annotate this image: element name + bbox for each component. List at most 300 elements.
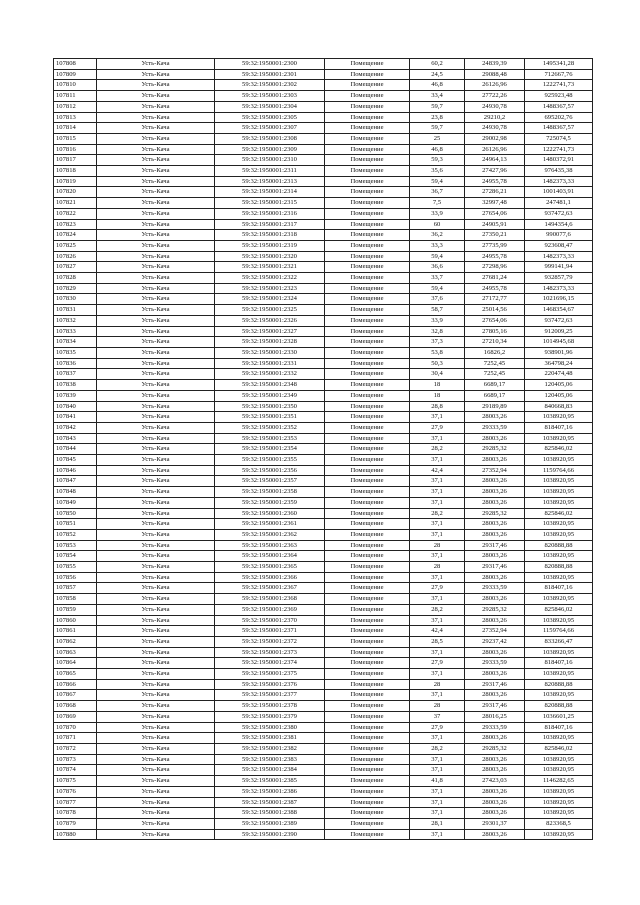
cell-cadastral-number: 59:32:1950001:2311	[215, 166, 325, 177]
cell-price-per-sqm: 27423,03	[465, 776, 525, 787]
cell-place: Усть-Кача	[97, 615, 215, 626]
cell-total-value: 1482373,33	[525, 176, 593, 187]
cell-area: 37,3	[410, 337, 465, 348]
cell-id: 107808	[54, 59, 97, 70]
cell-price-per-sqm: 29210,2	[465, 112, 525, 123]
cell-price-per-sqm: 24955,78	[465, 283, 525, 294]
cell-cadastral-number: 59:32:1950001:2303	[215, 91, 325, 102]
cell-id: 107836	[54, 358, 97, 369]
cell-total-value: 912009,25	[525, 326, 593, 337]
cell-place: Усть-Кача	[97, 604, 215, 615]
table-row	[54, 508, 593, 519]
table-row	[54, 422, 593, 433]
cell-price-per-sqm: 32997,48	[465, 198, 525, 209]
cell-place: Усть-Кача	[97, 455, 215, 466]
cell-price-per-sqm: 24930,78	[465, 101, 525, 112]
cell-area: 50,3	[410, 358, 465, 369]
table-row	[54, 669, 593, 680]
cell-place: Усть-Кача	[97, 283, 215, 294]
property-table	[53, 58, 593, 840]
cell-id: 107811	[54, 91, 97, 102]
cell-total-value: 1014945,68	[525, 337, 593, 348]
cell-id: 107835	[54, 347, 97, 358]
cell-area: 59,4	[410, 283, 465, 294]
cell-cadastral-number: 59:32:1950001:2375	[215, 669, 325, 680]
cell-price-per-sqm: 28003,26	[465, 433, 525, 444]
cell-object-type: Помещение	[325, 797, 410, 808]
cell-total-value: 1038920,95	[525, 733, 593, 744]
cell-total-value: 1488367,57	[525, 101, 593, 112]
cell-object-type: Помещение	[325, 476, 410, 487]
cell-id: 107843	[54, 433, 97, 444]
cell-place: Усть-Кача	[97, 262, 215, 273]
cell-total-value: 1021696,15	[525, 294, 593, 305]
cell-price-per-sqm: 24905,91	[465, 219, 525, 230]
table-row	[54, 711, 593, 722]
cell-cadastral-number: 59:32:1950001:2360	[215, 508, 325, 519]
table-row	[54, 123, 593, 134]
cell-price-per-sqm: 28003,26	[465, 690, 525, 701]
cell-place: Усть-Кача	[97, 91, 215, 102]
cell-object-type: Помещение	[325, 744, 410, 755]
cell-id: 107839	[54, 390, 97, 401]
cell-price-per-sqm: 28003,26	[465, 572, 525, 583]
cell-id: 107810	[54, 80, 97, 91]
cell-place: Усть-Кача	[97, 337, 215, 348]
table-row	[54, 219, 593, 230]
cell-object-type: Помещение	[325, 380, 410, 391]
cell-price-per-sqm: 28003,26	[465, 455, 525, 466]
cell-area: 37,1	[410, 433, 465, 444]
cell-object-type: Помещение	[325, 433, 410, 444]
cell-area: 36,7	[410, 187, 465, 198]
table-row	[54, 358, 593, 369]
table-row	[54, 273, 593, 284]
cell-area: 7,5	[410, 198, 465, 209]
cell-object-type: Помещение	[325, 583, 410, 594]
cell-total-value: 1159764,66	[525, 465, 593, 476]
table-row	[54, 679, 593, 690]
table-row	[54, 208, 593, 219]
cell-cadastral-number: 59:32:1950001:2322	[215, 273, 325, 284]
cell-total-value: 820888,88	[525, 562, 593, 573]
cell-id: 107827	[54, 262, 97, 273]
cell-area: 37,1	[410, 551, 465, 562]
cell-price-per-sqm: 29333,59	[465, 583, 525, 594]
cell-total-value: 1038920,95	[525, 647, 593, 658]
cell-area: 36,2	[410, 230, 465, 241]
cell-area: 37,1	[410, 476, 465, 487]
cell-area: 37,1	[410, 733, 465, 744]
cell-area: 53,8	[410, 347, 465, 358]
cell-total-value: 1038920,95	[525, 476, 593, 487]
cell-area: 41,8	[410, 776, 465, 787]
cell-price-per-sqm: 24964,13	[465, 155, 525, 166]
cell-place: Усть-Кача	[97, 251, 215, 262]
cell-cadastral-number: 59:32:1950001:2390	[215, 829, 325, 840]
cell-object-type: Помещение	[325, 444, 410, 455]
cell-total-value: 825846,02	[525, 444, 593, 455]
table-row	[54, 529, 593, 540]
cell-place: Усть-Кача	[97, 690, 215, 701]
cell-price-per-sqm: 28003,26	[465, 412, 525, 423]
cell-id: 107842	[54, 422, 97, 433]
cell-area: 59,4	[410, 251, 465, 262]
cell-cadastral-number: 59:32:1950001:2326	[215, 315, 325, 326]
cell-object-type: Помещение	[325, 808, 410, 819]
table-row	[54, 476, 593, 487]
cell-area: 37,1	[410, 669, 465, 680]
cell-cadastral-number: 59:32:1950001:2320	[215, 251, 325, 262]
cell-place: Усть-Кача	[97, 380, 215, 391]
cell-total-value: 925923,48	[525, 91, 593, 102]
cell-place: Усть-Кача	[97, 487, 215, 498]
cell-place: Усть-Кача	[97, 476, 215, 487]
cell-cadastral-number: 59:32:1950001:2371	[215, 626, 325, 637]
cell-object-type: Помещение	[325, 59, 410, 70]
cell-total-value: 1038920,95	[525, 519, 593, 530]
cell-id: 107869	[54, 711, 97, 722]
cell-object-type: Помещение	[325, 80, 410, 91]
cell-object-type: Помещение	[325, 455, 410, 466]
cell-cadastral-number: 59:32:1950001:2308	[215, 133, 325, 144]
cell-price-per-sqm: 28003,26	[465, 551, 525, 562]
cell-place: Усть-Кача	[97, 219, 215, 230]
cell-place: Усть-Кача	[97, 101, 215, 112]
cell-area: 37,6	[410, 294, 465, 305]
cell-cadastral-number: 59:32:1950001:2348	[215, 380, 325, 391]
cell-total-value: 1146282,65	[525, 776, 593, 787]
cell-price-per-sqm: 28003,26	[465, 669, 525, 680]
cell-area: 18	[410, 390, 465, 401]
cell-object-type: Помещение	[325, 198, 410, 209]
table-row	[54, 487, 593, 498]
cell-object-type: Помещение	[325, 358, 410, 369]
cell-area: 28	[410, 679, 465, 690]
cell-object-type: Помещение	[325, 251, 410, 262]
table-row	[54, 519, 593, 530]
cell-cadastral-number: 59:32:1950001:2349	[215, 390, 325, 401]
cell-cadastral-number: 59:32:1950001:2381	[215, 733, 325, 744]
cell-cadastral-number: 59:32:1950001:2300	[215, 59, 325, 70]
cell-total-value: 1038920,95	[525, 797, 593, 808]
cell-object-type: Помещение	[325, 69, 410, 80]
cell-id: 107820	[54, 187, 97, 198]
cell-price-per-sqm: 27172,77	[465, 294, 525, 305]
cell-place: Усть-Кача	[97, 80, 215, 91]
cell-place: Усть-Кача	[97, 572, 215, 583]
cell-price-per-sqm: 29189,89	[465, 401, 525, 412]
cell-price-per-sqm: 27298,96	[465, 262, 525, 273]
cell-place: Усть-Кача	[97, 433, 215, 444]
cell-id: 107834	[54, 337, 97, 348]
table-row	[54, 540, 593, 551]
cell-object-type: Помещение	[325, 166, 410, 177]
cell-cadastral-number: 59:32:1950001:2373	[215, 647, 325, 658]
cell-area: 28,8	[410, 401, 465, 412]
cell-total-value: 840668,83	[525, 401, 593, 412]
cell-total-value: 818407,16	[525, 422, 593, 433]
table-row	[54, 604, 593, 615]
cell-object-type: Помещение	[325, 155, 410, 166]
table-row	[54, 776, 593, 787]
cell-object-type: Помещение	[325, 647, 410, 658]
cell-total-value: 825846,02	[525, 604, 593, 615]
cell-total-value: 725074,5	[525, 133, 593, 144]
table-row	[54, 626, 593, 637]
cell-area: 37,1	[410, 487, 465, 498]
cell-id: 107844	[54, 444, 97, 455]
cell-area: 42,4	[410, 626, 465, 637]
cell-cadastral-number: 59:32:1950001:2366	[215, 572, 325, 583]
cell-cadastral-number: 59:32:1950001:2351	[215, 412, 325, 423]
cell-area: 33,9	[410, 208, 465, 219]
cell-object-type: Помещение	[325, 337, 410, 348]
cell-object-type: Помещение	[325, 487, 410, 498]
cell-id: 107814	[54, 123, 97, 134]
cell-total-value: 1038920,95	[525, 669, 593, 680]
cell-area: 33,9	[410, 315, 465, 326]
cell-area: 60,2	[410, 59, 465, 70]
cell-id: 107867	[54, 690, 97, 701]
cell-place: Усть-Кача	[97, 444, 215, 455]
cell-total-value: 932857,79	[525, 273, 593, 284]
cell-cadastral-number: 59:32:1950001:2384	[215, 765, 325, 776]
table-row	[54, 412, 593, 423]
cell-id: 107818	[54, 166, 97, 177]
cell-cadastral-number: 59:32:1950001:2380	[215, 722, 325, 733]
cell-area: 32,8	[410, 326, 465, 337]
cell-total-value: 1038920,95	[525, 765, 593, 776]
cell-price-per-sqm: 28016,25	[465, 711, 525, 722]
cell-object-type: Помещение	[325, 786, 410, 797]
cell-total-value: 1038920,95	[525, 829, 593, 840]
cell-total-value: 712667,76	[525, 69, 593, 80]
table-row	[54, 754, 593, 765]
cell-total-value: 1038920,95	[525, 594, 593, 605]
cell-id: 107852	[54, 529, 97, 540]
cell-object-type: Помещение	[325, 690, 410, 701]
cell-total-value: 938901,96	[525, 347, 593, 358]
cell-price-per-sqm: 25014,56	[465, 305, 525, 316]
table-row	[54, 465, 593, 476]
cell-price-per-sqm: 29317,46	[465, 562, 525, 573]
cell-place: Усть-Кача	[97, 797, 215, 808]
cell-id: 107828	[54, 273, 97, 284]
cell-price-per-sqm: 26126,96	[465, 80, 525, 91]
cell-place: Усть-Кача	[97, 155, 215, 166]
cell-price-per-sqm: 29317,46	[465, 540, 525, 551]
cell-place: Усть-Кача	[97, 647, 215, 658]
table-row	[54, 262, 593, 273]
cell-id: 107812	[54, 101, 97, 112]
cell-cadastral-number: 59:32:1950001:2328	[215, 337, 325, 348]
cell-area: 37,1	[410, 765, 465, 776]
cell-cadastral-number: 59:32:1950001:2377	[215, 690, 325, 701]
cell-id: 107862	[54, 636, 97, 647]
cell-area: 27,9	[410, 658, 465, 669]
cell-area: 58,7	[410, 305, 465, 316]
cell-area: 37,1	[410, 786, 465, 797]
cell-area: 37,1	[410, 647, 465, 658]
cell-place: Усть-Кача	[97, 551, 215, 562]
cell-cadastral-number: 59:32:1950001:2382	[215, 744, 325, 755]
cell-object-type: Помещение	[325, 540, 410, 551]
cell-id: 107858	[54, 594, 97, 605]
cell-id: 107863	[54, 647, 97, 658]
cell-cadastral-number: 59:32:1950001:2330	[215, 347, 325, 358]
cell-area: 59,3	[410, 155, 465, 166]
cell-place: Усть-Кача	[97, 540, 215, 551]
cell-cadastral-number: 59:32:1950001:2365	[215, 562, 325, 573]
cell-object-type: Помещение	[325, 144, 410, 155]
cell-object-type: Помещение	[325, 347, 410, 358]
cell-place: Усть-Кача	[97, 326, 215, 337]
cell-place: Усть-Кача	[97, 818, 215, 829]
cell-cadastral-number: 59:32:1950001:2324	[215, 294, 325, 305]
cell-id: 107838	[54, 380, 97, 391]
cell-place: Усть-Кача	[97, 198, 215, 209]
cell-price-per-sqm: 29333,59	[465, 422, 525, 433]
cell-place: Усть-Кача	[97, 669, 215, 680]
cell-area: 37,1	[410, 754, 465, 765]
cell-place: Усть-Кача	[97, 658, 215, 669]
cell-id: 107874	[54, 765, 97, 776]
cell-object-type: Помещение	[325, 529, 410, 540]
cell-cadastral-number: 59:32:1950001:2353	[215, 433, 325, 444]
cell-id: 107849	[54, 497, 97, 508]
cell-total-value: 1482373,33	[525, 251, 593, 262]
cell-total-value: 1038920,95	[525, 455, 593, 466]
cell-total-value: 818407,16	[525, 583, 593, 594]
table-row	[54, 69, 593, 80]
cell-id: 107824	[54, 230, 97, 241]
cell-area: 28,2	[410, 444, 465, 455]
cell-total-value: 999141,94	[525, 262, 593, 273]
table-row	[54, 101, 593, 112]
table-row	[54, 433, 593, 444]
cell-id: 107845	[54, 455, 97, 466]
cell-price-per-sqm: 27654,06	[465, 208, 525, 219]
cell-id: 107821	[54, 198, 97, 209]
cell-total-value: 825846,02	[525, 744, 593, 755]
cell-total-value: 1488367,57	[525, 123, 593, 134]
cell-price-per-sqm: 28003,26	[465, 829, 525, 840]
table-row	[54, 690, 593, 701]
cell-id: 107822	[54, 208, 97, 219]
cell-cadastral-number: 59:32:1950001:2354	[215, 444, 325, 455]
table-row	[54, 326, 593, 337]
cell-id: 107864	[54, 658, 97, 669]
cell-object-type: Помещение	[325, 701, 410, 712]
cell-cadastral-number: 59:32:1950001:2368	[215, 594, 325, 605]
cell-total-value: 1038920,95	[525, 412, 593, 423]
cell-price-per-sqm: 27352,94	[465, 465, 525, 476]
cell-id: 107866	[54, 679, 97, 690]
cell-object-type: Помещение	[325, 101, 410, 112]
cell-place: Усть-Кача	[97, 529, 215, 540]
cell-place: Усть-Кача	[97, 133, 215, 144]
cell-area: 33,7	[410, 273, 465, 284]
cell-price-per-sqm: 29285,32	[465, 604, 525, 615]
cell-place: Усть-Кача	[97, 123, 215, 134]
cell-total-value: 120405,06	[525, 380, 593, 391]
cell-id: 107833	[54, 326, 97, 337]
cell-place: Усть-Кача	[97, 679, 215, 690]
cell-object-type: Помещение	[325, 219, 410, 230]
cell-area: 37,1	[410, 497, 465, 508]
cell-cadastral-number: 59:32:1950001:2352	[215, 422, 325, 433]
cell-area: 27,9	[410, 722, 465, 733]
cell-price-per-sqm: 29237,42	[465, 636, 525, 647]
cell-price-per-sqm: 28003,26	[465, 529, 525, 540]
cell-object-type: Помещение	[325, 776, 410, 787]
table-row	[54, 369, 593, 380]
cell-id: 107856	[54, 572, 97, 583]
cell-place: Усть-Кача	[97, 829, 215, 840]
table-row	[54, 59, 593, 70]
cell-area: 37,1	[410, 808, 465, 819]
cell-area: 37,1	[410, 412, 465, 423]
cell-cadastral-number: 59:32:1950001:2385	[215, 776, 325, 787]
cell-area: 25	[410, 133, 465, 144]
cell-object-type: Помещение	[325, 315, 410, 326]
cell-cadastral-number: 59:32:1950001:2389	[215, 818, 325, 829]
cell-price-per-sqm: 6689,17	[465, 380, 525, 391]
cell-total-value: 923608,47	[525, 240, 593, 251]
cell-id: 107872	[54, 744, 97, 755]
cell-id: 107809	[54, 69, 97, 80]
cell-place: Усть-Кача	[97, 294, 215, 305]
cell-area: 23,8	[410, 112, 465, 123]
cell-price-per-sqm: 24839,39	[465, 59, 525, 70]
cell-id: 107880	[54, 829, 97, 840]
cell-object-type: Помещение	[325, 112, 410, 123]
cell-object-type: Помещение	[325, 412, 410, 423]
cell-object-type: Помещение	[325, 733, 410, 744]
cell-id: 107876	[54, 786, 97, 797]
cell-place: Усть-Кача	[97, 583, 215, 594]
cell-object-type: Помещение	[325, 176, 410, 187]
cell-id: 107861	[54, 626, 97, 637]
cell-object-type: Помещение	[325, 283, 410, 294]
cell-area: 37	[410, 711, 465, 722]
cell-cadastral-number: 59:32:1950001:2304	[215, 101, 325, 112]
cell-cadastral-number: 59:32:1950001:2363	[215, 540, 325, 551]
cell-price-per-sqm: 28003,26	[465, 519, 525, 530]
cell-area: 37,1	[410, 455, 465, 466]
cell-total-value: 1482373,33	[525, 283, 593, 294]
cell-place: Усть-Кача	[97, 722, 215, 733]
cell-total-value: 364798,24	[525, 358, 593, 369]
cell-object-type: Помещение	[325, 91, 410, 102]
cell-id: 107870	[54, 722, 97, 733]
table-row	[54, 829, 593, 840]
table-row	[54, 112, 593, 123]
table-row	[54, 337, 593, 348]
cell-object-type: Помещение	[325, 679, 410, 690]
cell-place: Усть-Кача	[97, 187, 215, 198]
cell-id: 107860	[54, 615, 97, 626]
cell-price-per-sqm: 28003,26	[465, 765, 525, 776]
cell-price-per-sqm: 29285,32	[465, 508, 525, 519]
cell-area: 30,4	[410, 369, 465, 380]
cell-object-type: Помещение	[325, 658, 410, 669]
table-row	[54, 240, 593, 251]
cell-cadastral-number: 59:32:1950001:2316	[215, 208, 325, 219]
cell-area: 28,1	[410, 818, 465, 829]
cell-object-type: Помещение	[325, 294, 410, 305]
